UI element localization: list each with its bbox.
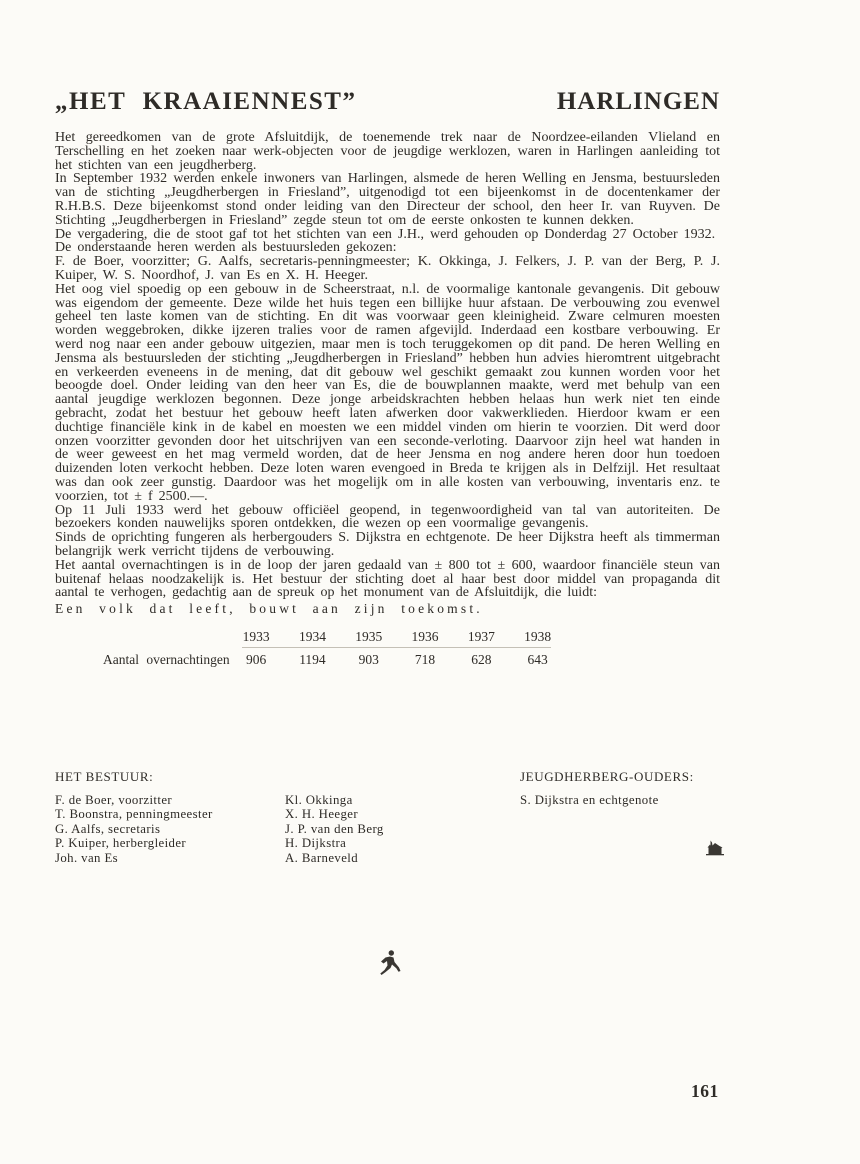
motto-line: Een volk dat leeft, bouwt aan zijn toekomst. — [55, 601, 483, 617]
table-value-cells — [228, 652, 566, 667]
list-item: F. de Boer, voorzitter — [55, 793, 173, 807]
table-year-cell: 1938 — [524, 629, 552, 645]
list-item: Kl. Okkinga — [285, 793, 353, 807]
body-paragraph: Het oog viel spoedig op een gebouw in de Scheerstraat, n.l. de voormalige kantonale gevangenis. Dit gebouw was eigendom der gemeente. Deze wilde het huis tegen een billijke huur afstaan. De verbouwing zou evenwel geheel ten laste komen van de stichting. En dit was voorwaar geen kleinigheid. Zware celmuren moesten worden weggebroken, dikke ijzeren tralies voor de ramen afgevijld. Inderdaad een kostbare verbouwing. Er werd nog naar een ander gebouw uitgezien, maar men is toch teruggekomen op dit pand. De heren Welling en Jensma als bestuursleden der stichting „Jeugdherbergen in Friesland” hebben hun advies hieromtrent uitgebracht en verkeerden eveneens in de mening, dat dit gebouw wel geschikt gemaakt zou kunnen worden voor het beoogde doel. Onder leiding van den heer van Es, die de bouwplannen maakte, werd met behulp van een aantal jeugdige werklozen begonnen. Deze jonge arbeidskrachten hebben helaas hun werk niet ten einde gebracht, zodat het bestuur het gebouw heeft laten afwerken door vakwerklieden. Hierdoor kwam er een duchtige financiële kink in de kabel en moesten we een middel vinden om hierin te voorzien. Dit werd door onzen voorzitter gevonden door het uitschrijven van een seconde-verloting. Daarvoor zijn heel wat handen in de weer geweest en het mag vermeld worden, dat de heer Jensma en nog andere heren door hun toedoen duizenden loten verkocht hebben. Deze loten waren evengoed in Breda te krijgen als in Delfzijl. Het resultaat was dan ook zeer gunstig. Daardoor was het mogelijk om in alle kosten van verbouwing, inventaris enz. te voorzien, tot ± f 2500.—. — [55, 281, 720, 504]
list-item: Joh. van Es — [55, 850, 119, 865]
list-item: S. Dijkstra en echtgenote — [520, 793, 659, 807]
bestuur-name-list-2 — [285, 793, 384, 865]
body-paragraph: Op 11 Juli 1933 werd het gebouw officiëel geopend, in tegenwoordigheid van tal van autoriteiten. De bezoekers konden nauwelijks sporen ontdekken, die wezen op een voormalige gevangenis. — [55, 502, 720, 532]
body-paragraph: In September 1932 werden enkele inwoners van Harlingen, alsmede de heren Welling en Jensma, bestuursleden van de stichting „Jeugdherbergen in Friesland”, uitgenodigd tot een bijeenkomst in de docentenkamer der R.H.B.S. Deze bijeenkomst stond onder leiding van den Directeur der school, den heer Ir. van Ruyven. De Stichting „Jeugdherbergen in Friesland” zegde steun tot om de eerste onkosten te kunnen dekken. — [55, 171, 720, 228]
table-year-header-row — [103, 629, 720, 644]
table-value-cell: 718 — [414, 652, 436, 668]
overnachtingen-table — [103, 629, 720, 667]
bestuur-heading: HET BESTUUR: — [55, 769, 154, 784]
list-item: G. Aalfs, secretaris — [55, 821, 161, 836]
list-item: H. Dijkstra — [285, 836, 347, 851]
table-year-cell: 1937 — [467, 629, 495, 645]
list-item: J. P. van den Berg — [285, 821, 384, 836]
table-label-spacer — [103, 629, 228, 644]
list-item: P. Kuiper, herbergleider — [55, 836, 187, 851]
bestuur-name-list-1 — [55, 793, 213, 865]
body-paragraph: De onderstaande heren werden als bestuursleden gekozen: — [55, 240, 397, 256]
ouders-name-list — [520, 793, 659, 807]
table-value-cell: 1194 — [299, 652, 326, 668]
table-value-cell: 628 — [471, 652, 492, 668]
city-title: HARLINGEN — [556, 88, 720, 115]
body-text — [55, 131, 720, 616]
page-content — [55, 88, 720, 667]
body-paragraph: Het gereedkomen van de grote Afsluitdijk, de toenemende trek naar de Noordzee-eilanden Vlieland en Terschelling en het zoeken naar werk-objecten voor de jeugdige werklozen, waren in Harlingen aanleiding tot het stichten van een jeugdherberg. — [55, 130, 720, 173]
table-year-cell: 1934 — [298, 629, 326, 645]
page-number: 161 — [691, 1081, 719, 1101]
table-year-cells — [228, 629, 566, 644]
list-item: T. Boonstra, penningmeester — [55, 807, 213, 822]
body-paragraph: F. de Boer, voorzitter; G. Aalfs, secretaris-penningmeester; K. Okkinga, J. Felkers, J. P. van der Berg, P. J. Kuiper, W. S. Noordhof, J. van Es en X. H. Heeger. — [55, 254, 720, 283]
list-item: X. H. Heeger — [285, 807, 359, 822]
table-year-cell: 1936 — [411, 629, 439, 645]
table-row-label: Aantal overnachtingen — [103, 652, 230, 668]
table-year-cell: 1933 — [242, 629, 270, 645]
page-title: „HET KRAAIENNEST” — [55, 88, 357, 115]
running-hiker-icon — [379, 949, 401, 976]
title-row — [55, 88, 720, 116]
body-paragraph: Sinds de oprichting fungeren als herbergouders S. Dijkstra en echtgenote. De heer Dijkstra heeft als timmerman belangrijk werk verricht tijdens de verbouwing. — [55, 530, 720, 559]
table-value-row — [103, 652, 720, 667]
table-year-cell: 1935 — [355, 629, 383, 645]
body-paragraph: De vergadering, die de stoot gaf tot het stichten van een J.H., werd gehouden op Donderdag 27 October 1932. — [55, 226, 716, 242]
list-item: A. Barneveld — [285, 850, 359, 865]
ouders-heading: JEUGDHERBERG-OUDERS: — [520, 769, 694, 784]
table-value-cell: 643 — [527, 652, 548, 668]
table-value-cell: 906 — [246, 652, 267, 668]
table-divider-rule — [242, 647, 551, 648]
table-value-cell: 903 — [358, 652, 379, 668]
building-stamp-icon — [706, 839, 724, 856]
body-paragraph: Het aantal overnachtingen is in de loop der jaren gedaald van ± 800 tot ± 600, waardoor financiële steun van buitenaf helaas noodzakelijk is. Het bestuur der stichting doet al haar best door middel van propaganda dit aantal te verhogen, gedachtig aan de spreuk op het monument van de Afsluitdijk, die luidt: — [55, 557, 720, 601]
